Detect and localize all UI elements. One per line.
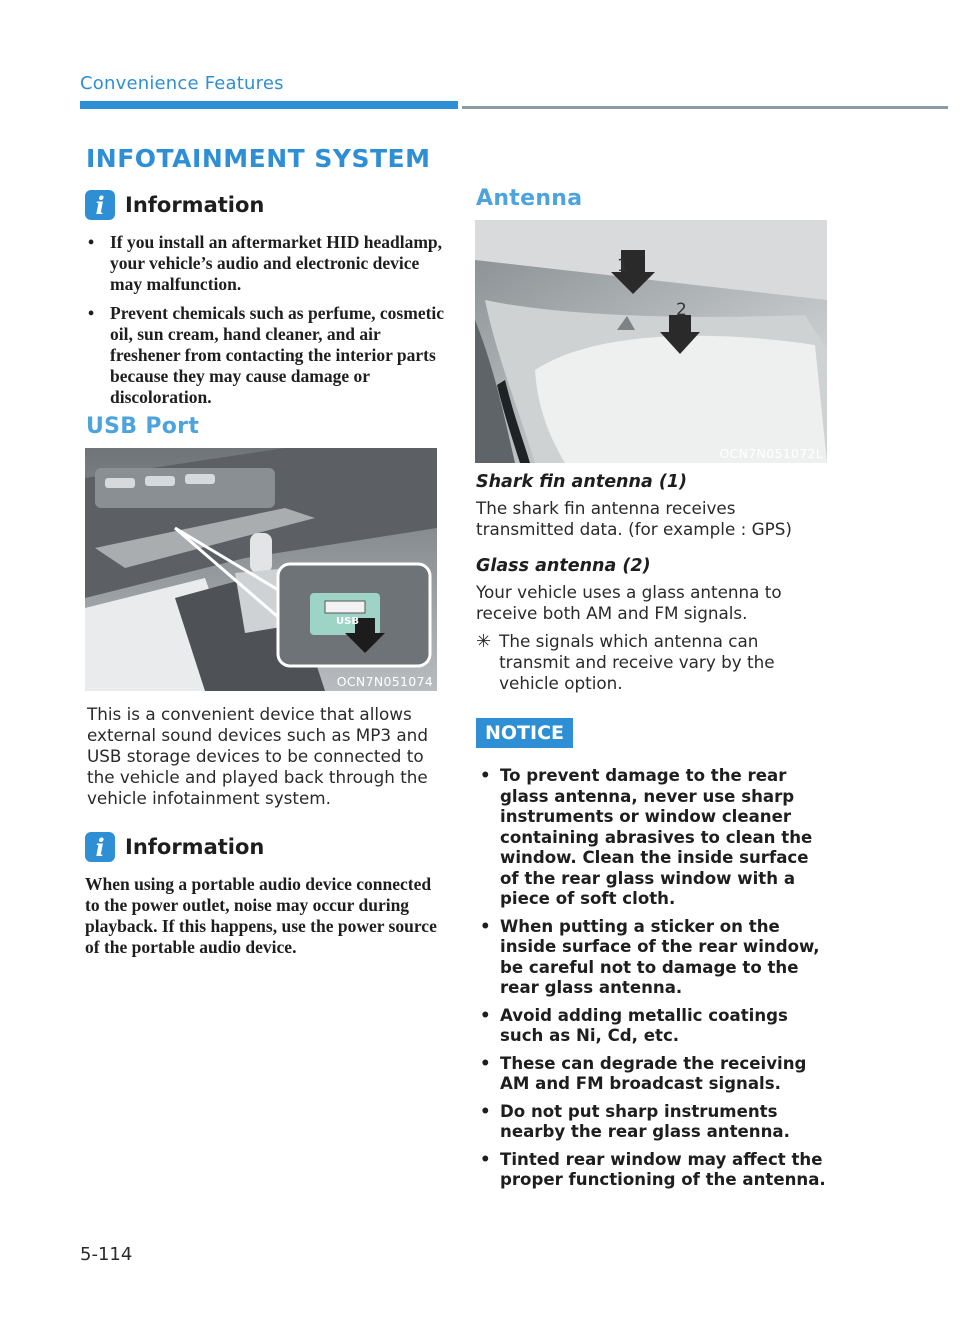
asterisk-icon: ✳ [476,631,492,652]
list-item: • If you install an aftermarket HID headlamp, your vehicle’s audio and electronic device may malfunction. [85,232,445,295]
information-icon: i [85,832,115,862]
info-label: Information [125,835,265,859]
info-text: When using a portable audio device connected to the power outlet, noise may occur during playback. If this happens, use the power source of the portable audio device. [85,874,437,957]
info-heading [85,190,445,220]
usb-console-illustration [85,448,437,691]
antenna-image [475,220,827,463]
glass-antenna-caption: Glass antenna (2) [476,556,651,576]
usb-description: This is a convenient device that allows external sound devices such as MP3 and USB storage devices to be connected to the vehicle and played back through the vehicle infotainment system. [87,704,428,808]
list-item: • Prevent chemicals such as perfume, cosmetic oil, sun cream, hand cleaner, and air freshener from contacting the interior parts because they may cause damage or discoloration. [85,303,445,408]
antenna-title: Antenna [476,186,583,211]
information-icon: i [85,190,115,220]
list-item: • Do not put sharp instruments nearby the rear glass antenna. [476,1102,828,1143]
list-item: • These can degrade the receiving AM and FM broadcast signals. [476,1054,828,1095]
antenna-text-block [476,472,832,694]
image-code: OCN7N051072L [719,446,823,461]
note-text: The signals which antenna can transmit and receive vary by the vehicle option. [499,631,775,693]
list-item: • Avoid adding metallic coatings such as Ni, Cd, etc. [476,1006,828,1047]
usb-port-title: USB Port [86,414,200,439]
info-label: Information [125,193,265,217]
info-heading [85,832,441,862]
usb-port-image [85,448,437,691]
usb-label: USB [336,616,359,627]
info-box-hid [85,190,445,416]
marker-2: 2 [676,300,687,320]
notice-box [476,718,828,1198]
glass-antenna-text: Your vehicle uses a glass antenna to receive both AM and FM signals. [476,582,782,623]
notice-label: NOTICE [476,718,573,748]
notice-list [476,766,828,1191]
header-rule-accent [80,101,458,109]
chapter-title: Convenience Features [80,73,284,94]
list-item: • Tinted rear window may affect the proper functioning of the antenna. [476,1150,828,1191]
page-number: 5-114 [80,1244,133,1265]
header-rule [462,106,948,109]
antenna-illustration [475,220,827,463]
section-title: INFOTAINMENT SYSTEM [86,144,431,173]
shark-fin-text: The shark fin antenna receives transmitted data. (for example : GPS) [476,498,792,539]
list-item: • When putting a sticker on the inside surface of the rear window, be careful not to damage to the rear glass antenna. [476,917,828,999]
image-code: OCN7N051074 [336,674,433,689]
shark-fin-caption: Shark fin antenna (1) [476,472,688,492]
info-list [85,232,445,408]
list-item: • To prevent damage to the rear glass antenna, never use sharp instruments or window cleaner containing abrasives to clean the window. Clean the inside surface of the rear glass window with a piece of soft cloth. [476,766,828,910]
info-box-audio [85,832,441,958]
antenna-note [476,631,832,694]
marker-1: 1 [617,256,628,276]
